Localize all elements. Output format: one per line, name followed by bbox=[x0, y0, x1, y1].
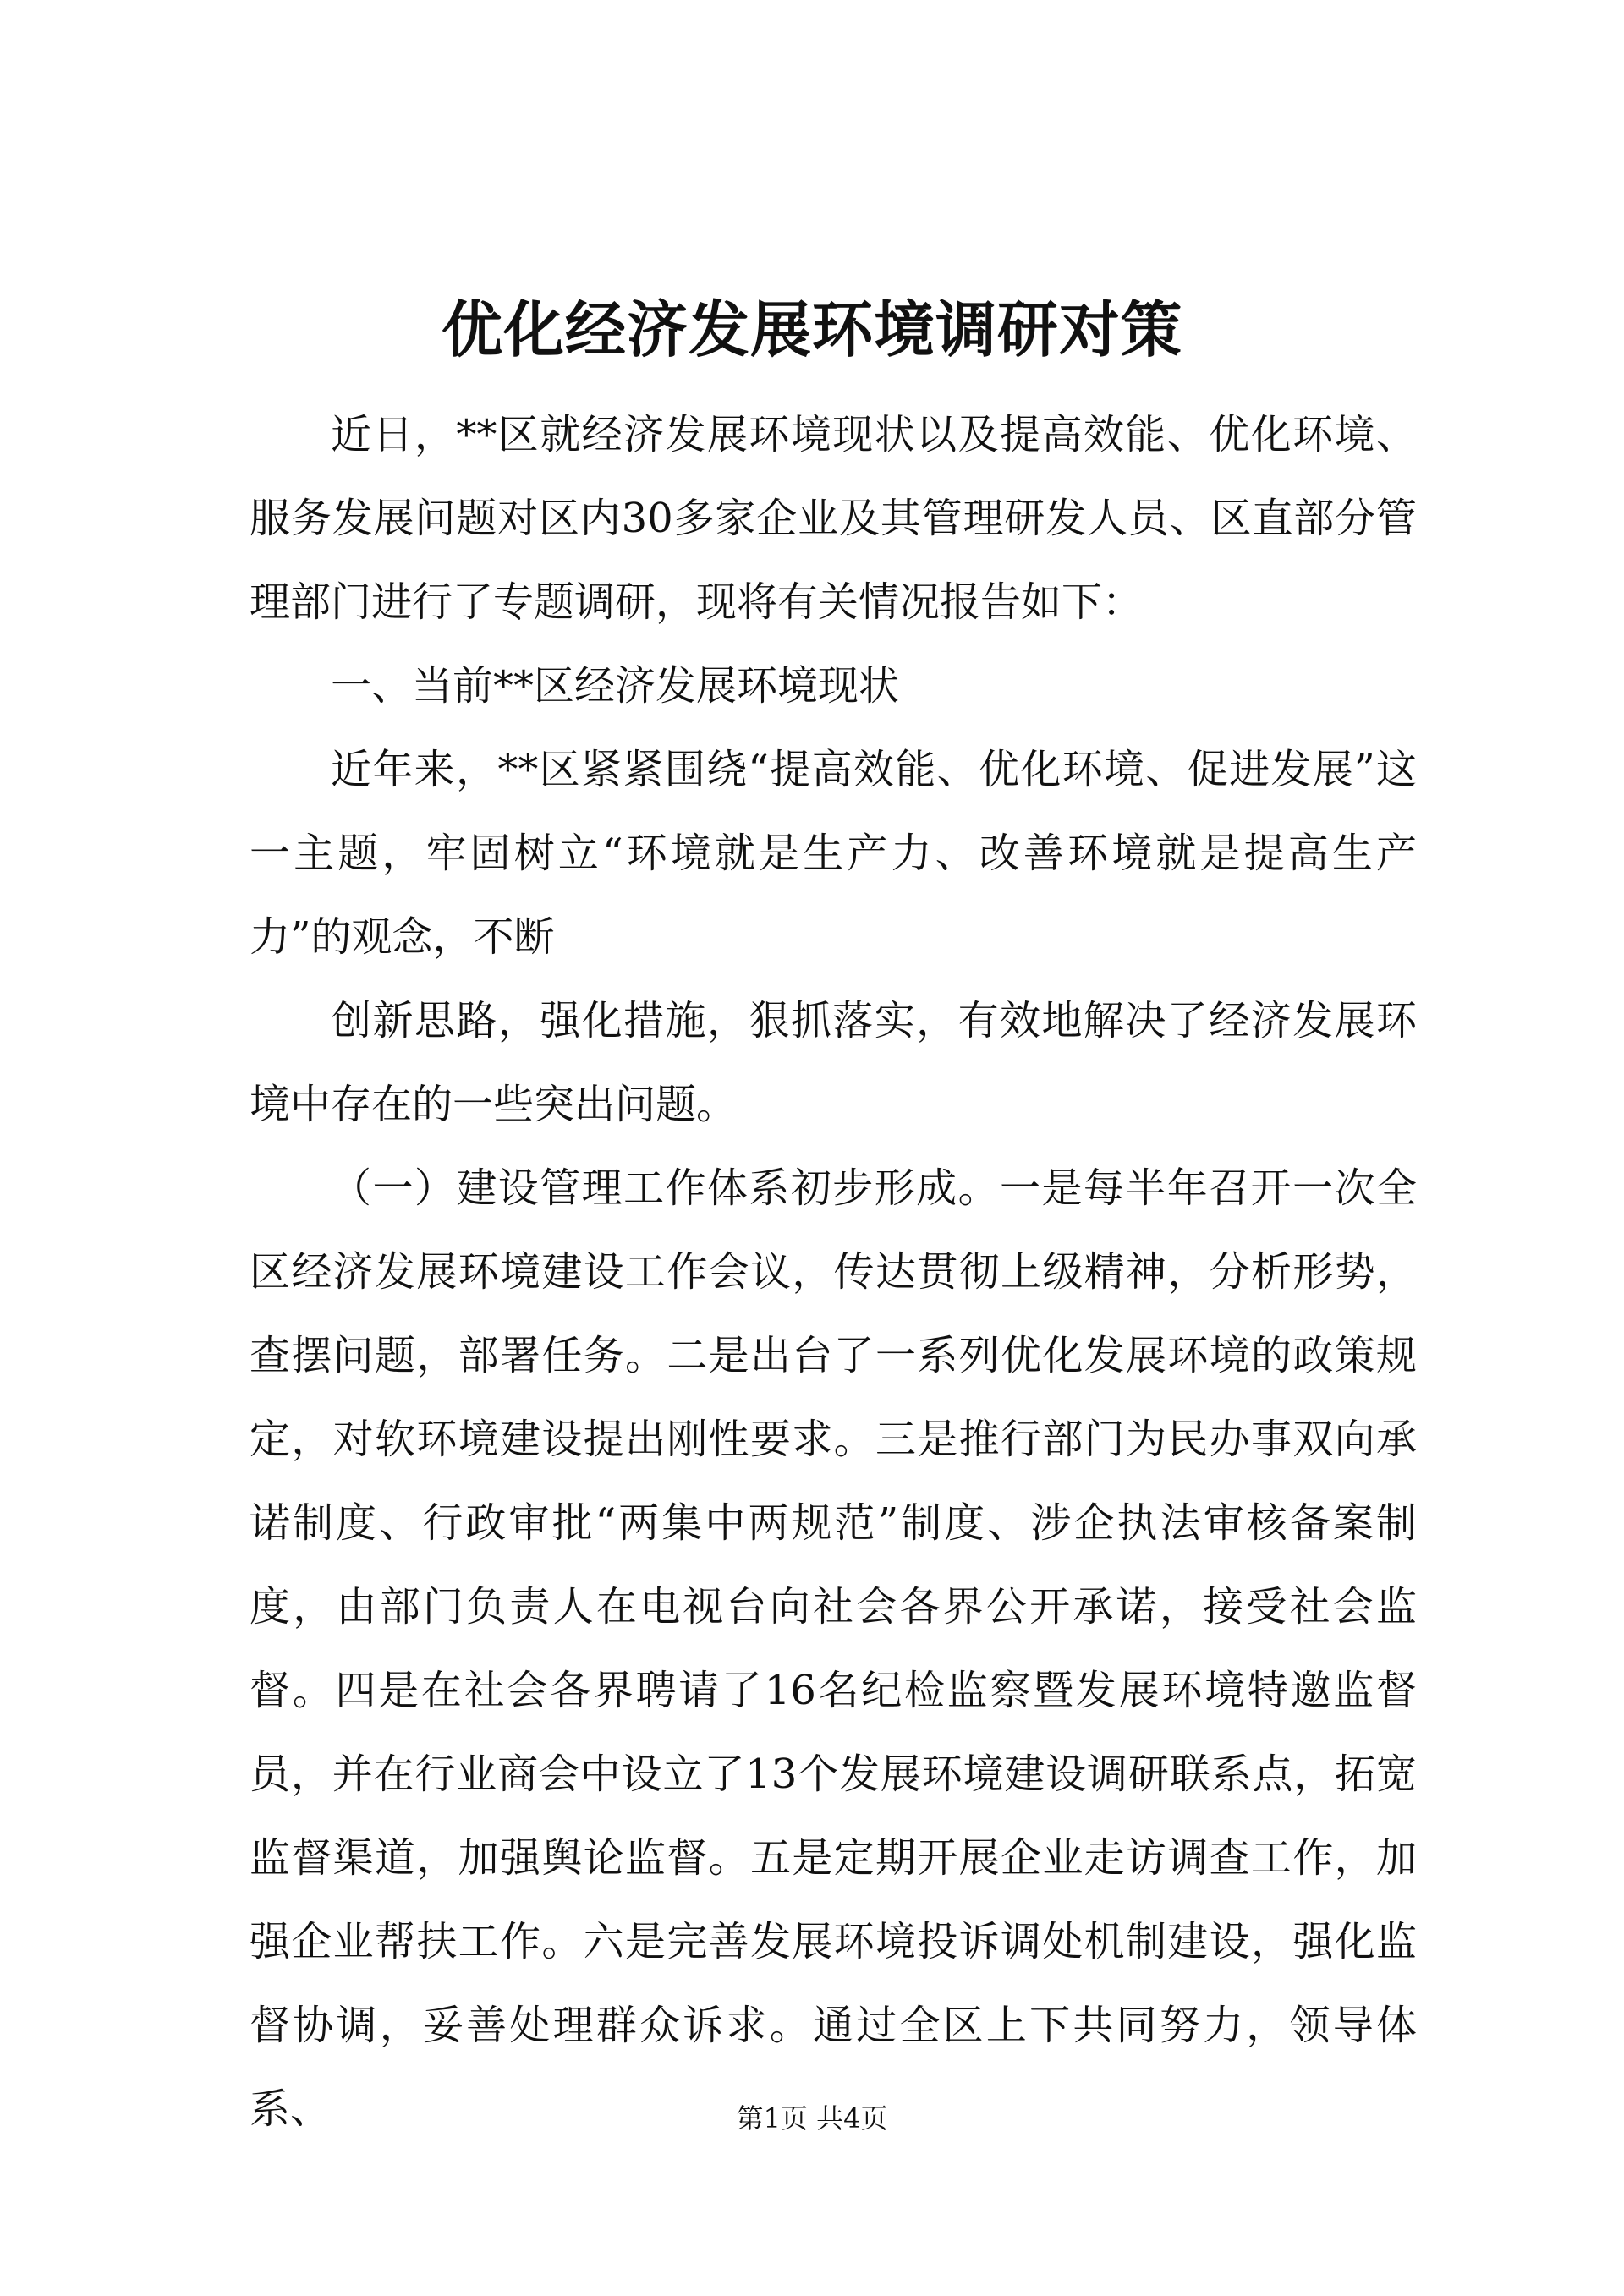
section-heading-1: 一、当前**区经济发展环境现状 bbox=[331, 662, 900, 710]
document-body bbox=[250, 393, 1417, 2151]
document-title: 优化经济发展环境调研对策 bbox=[441, 293, 1182, 365]
paragraph-intro: 近日，**区就经济发展环境现状以及提高效能、优化环境、服务发展问题对区内30多家企业及其管理研发人员、区直部分管理部门进行了专题调研，现将有关情况报告如下： bbox=[250, 411, 1417, 626]
paragraph-overview: 近年来，**区紧紧围绕“提高效能、优化环境、促进发展”这一主题，牢固树立“环境就是生产力、改善环境就是提高生产力”的观念，不断 bbox=[250, 746, 1417, 961]
page-number-footer: 第1页 共4页 bbox=[736, 2102, 888, 2134]
paragraph-overview-continued: 创新思路，强化措施，狠抓落实，有效地解决了经济发展环境中存在的一些突出问题。 bbox=[250, 997, 1417, 1128]
paragraph-subsection-1: （一）建设管理工作体系初步形成。一是每半年召开一次全区经济发展环境建设工作会议，传达贯彻上级精神，分析形势，查摆问题，部署任务。二是出台了一系列优化发展环境的政策规定，对软环境建设提出刚性要求。三是推行部门为民办事双向承诺制度、行政审批“两集中两规范”制度、涉企执法审核备案制度，由部门负责人在电视台向社会各界公开承诺，接受社会监督。四是在社会各界聘请了16名纪检监察暨发展环境特邀监督员，并在行业商会中设立了13个发展环境建设调研联系点，拓宽监督渠道，加强舆论监督。五是定期开展企业走访调查工作，加强企业帮扶工作。六是完善发展环境投诉调处机制建设，强化监督协调，妥善处理群众诉求。通过全区上下共同努力，领导体系、 bbox=[250, 1164, 1417, 2133]
